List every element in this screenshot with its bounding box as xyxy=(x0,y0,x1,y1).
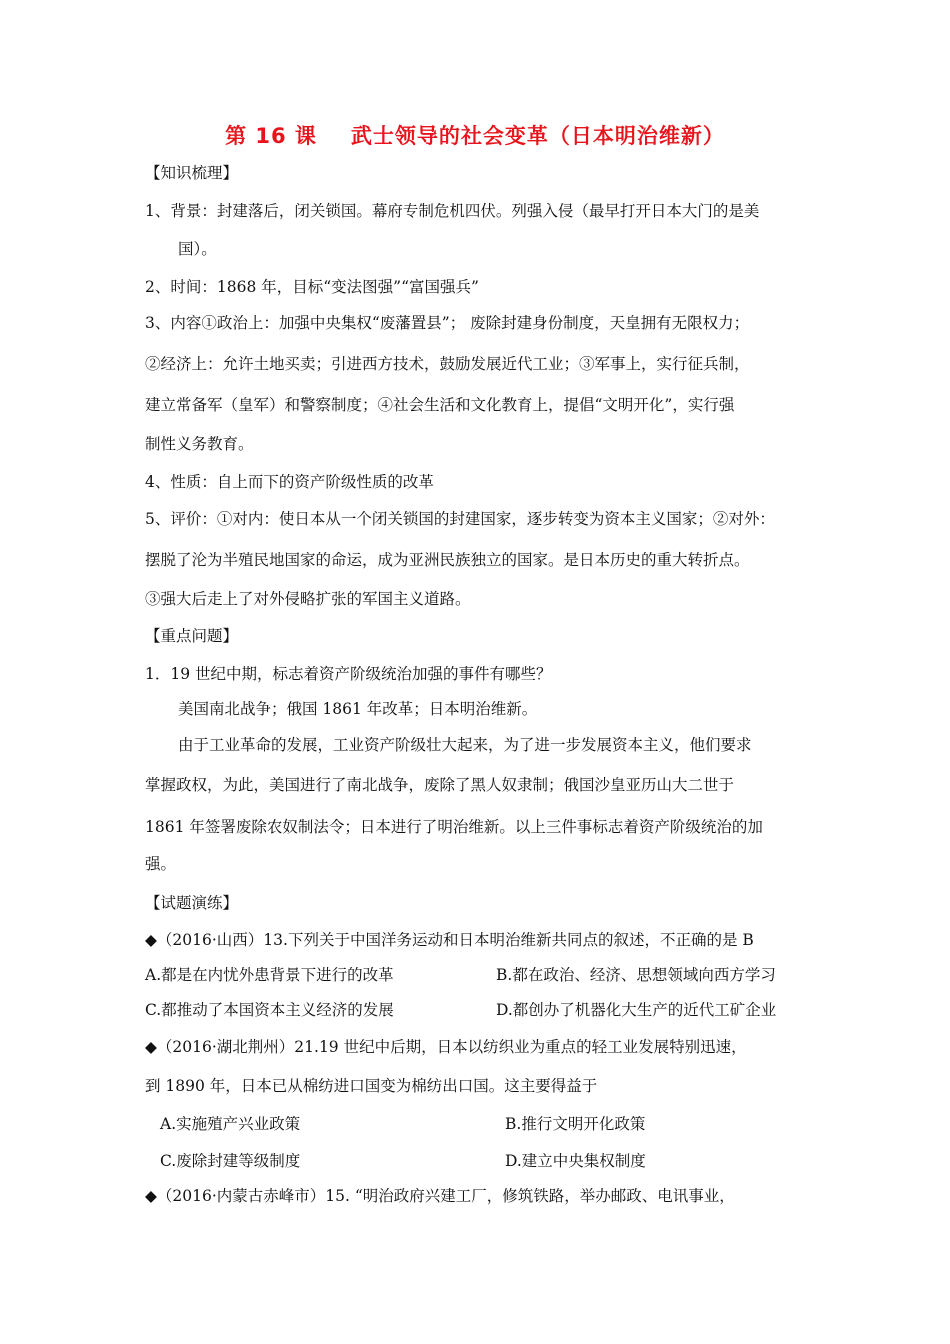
key-question: 1．19 世纪中期，标志着资产阶级统治加强的事件有哪些？ xyxy=(145,665,552,683)
knowledge-line: ③强大后走上了对外侵略扩张的军国主义道路。 xyxy=(145,590,471,608)
section-heading-practice: 【试题演练】 xyxy=(145,894,239,912)
q1-option-b: B.都在政治、经济、思想领域向西方学习 xyxy=(496,966,776,984)
q1-stem: ◆（2016·山西）13.下列关于中国洋务运动和日本明治维新共同点的叙述，不正确的是 B xyxy=(145,931,754,949)
q1-option-d: D.都创办了机器化大生产的近代工矿企业 xyxy=(496,1001,777,1019)
knowledge-line: 5、评价：①对内：使日本从一个闭关锁国的封建国家，逐步转变为资本主义国家；②对外： xyxy=(145,510,775,528)
knowledge-line: 国）。 xyxy=(178,240,217,258)
q2-stem: 到 1890 年，日本已从棉纺进口国变为棉纺出口国。这主要得益于 xyxy=(145,1077,598,1095)
lesson-number: 第 16 课 xyxy=(225,124,317,148)
knowledge-line: 3、内容①政治上：加强中央集权“废藩置县”； 废除封建身份制度，天皇拥有无限权力； xyxy=(145,314,750,332)
knowledge-line: 2、时间：1868 年，目标“变法图强”“富国强兵” xyxy=(145,278,479,296)
q1-option-a: A.都是在内忧外患背景下进行的改革 xyxy=(145,966,394,984)
key-explanation: 由于工业革命的发展，工业资产阶级壮大起来，为了进一步发展资本主义，他们要求 xyxy=(178,736,752,754)
key-explanation: 1861 年签署废除农奴制法令；日本进行了明治维新。以上三件事标志着资产阶级统治的加 xyxy=(145,818,763,836)
knowledge-line: 建立常备军（皇军）和警察制度；④社会生活和文化教育上，提倡“文明开化”，实行强 xyxy=(145,396,735,414)
section-heading-key: 【重点问题】 xyxy=(145,627,239,645)
key-explanation: 强。 xyxy=(145,855,177,873)
knowledge-line: 4、性质：自上而下的资产阶级性质的改革 xyxy=(145,473,434,491)
lesson-title: 武士领导的社会变革（日本明治维新） xyxy=(350,124,725,148)
q2-option-c: C.废除封建等级制度 xyxy=(160,1152,301,1170)
q3-stem: ◆（2016·内蒙古赤峰市）15. “明治政府兴建工厂，修筑铁路，举办邮政、电讯事业， xyxy=(145,1187,735,1205)
knowledge-line: 制性义务教育。 xyxy=(145,435,254,453)
page-title xyxy=(0,120,950,150)
knowledge-line: ②经济上：允许土地买卖；引进西方技术，鼓励发展近代工业；③军事上，实行征兵制， xyxy=(145,355,750,373)
q2-option-d: D.建立中央集权制度 xyxy=(505,1152,646,1170)
section-heading-knowledge: 【知识梳理】 xyxy=(145,164,239,182)
key-answer: 美国南北战争；俄国 1861 年改革；日本明治维新。 xyxy=(178,700,538,718)
q2-option-b: B.推行文明开化政策 xyxy=(505,1115,646,1133)
key-explanation: 掌握政权，为此，美国进行了南北战争，废除了黑人奴隶制；俄国沙皇亚历山大二世于 xyxy=(145,776,735,794)
knowledge-line: 1、背景：封建落后，闭关锁国。幕府专制危机四伏。列强入侵（最早打开日本大门的是美 xyxy=(145,202,760,220)
q2-option-a: A.实施殖产兴业政策 xyxy=(160,1115,301,1133)
q2-stem: ◆（2016·湖北荆州）21.19 世纪中后期，日本以纺织业为重点的轻工业发展特别迅速， xyxy=(145,1038,747,1056)
knowledge-line: 摆脱了沦为半殖民地国家的命运，成为亚洲民族独立的国家。是日本历史的重大转折点。 xyxy=(145,551,750,569)
q1-option-c: C.都推动了本国资本主义经济的发展 xyxy=(145,1001,394,1019)
